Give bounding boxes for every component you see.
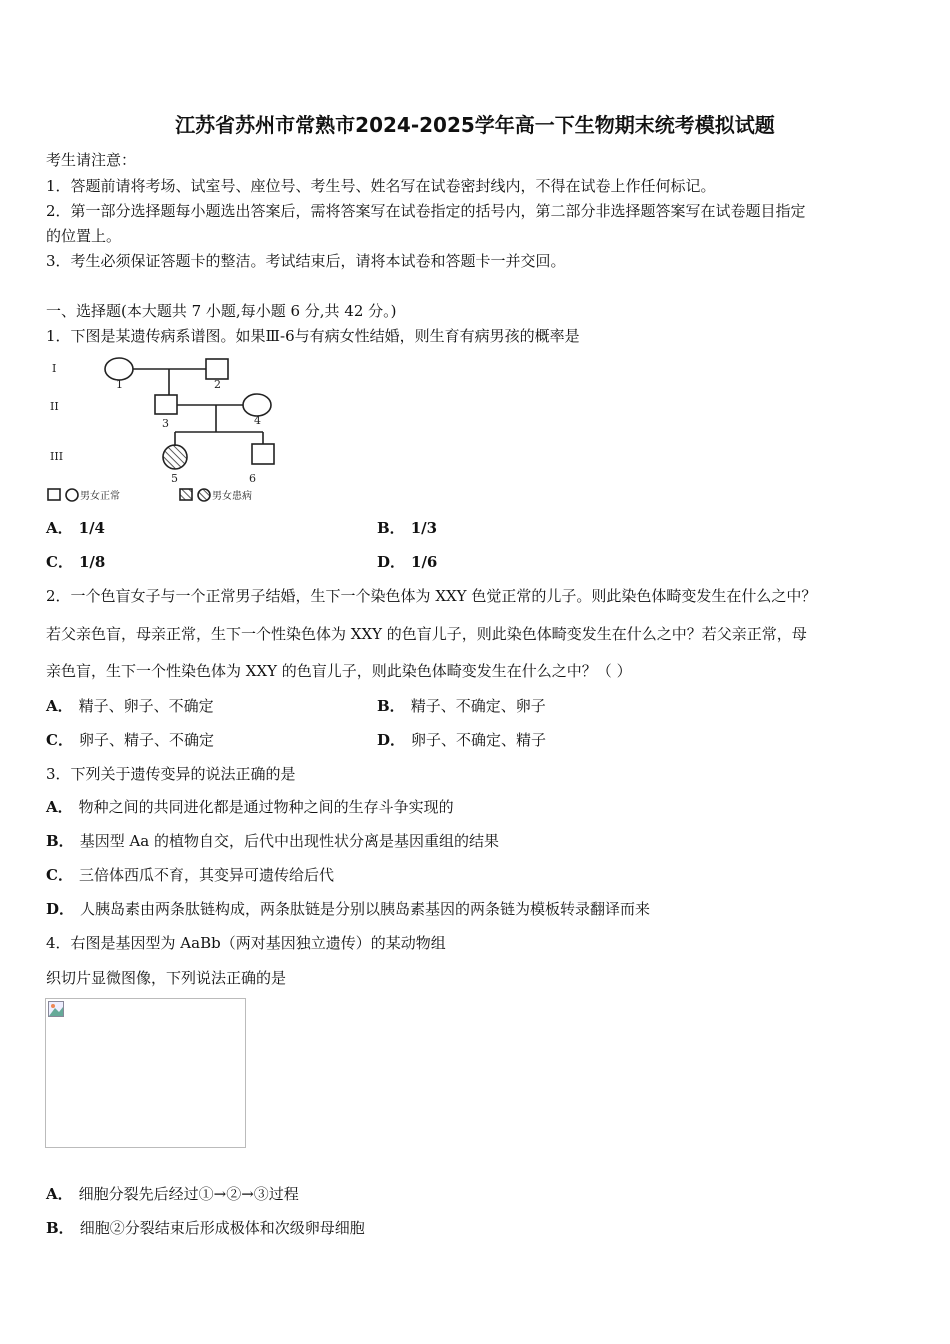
male-normal	[206, 359, 228, 379]
option-key: C．	[46, 731, 73, 749]
pedigree-chart	[44, 352, 304, 507]
option-key: C．	[46, 866, 73, 884]
q4-option-a[interactable]	[46, 1184, 299, 1204]
notice-item: 1．答题前请将考场、试室号、座位号、考生号、姓名写在试卷密封线内，不得在试卷上作任何标记。	[46, 177, 716, 195]
option-text: 卵子、精子、不确定	[78, 731, 214, 749]
option-key: B．	[377, 697, 405, 715]
q1-option-a[interactable]	[46, 518, 111, 538]
option-text: 精子、不确定、卵子	[410, 697, 546, 715]
broken-image-icon	[48, 1001, 64, 1017]
option-key: D．	[46, 900, 75, 918]
gen-label: I	[52, 362, 57, 375]
gen-label: III	[50, 450, 64, 463]
option-text: 基因型 Aa 的植物自交，后代中出现性状分离是基因重组的结果	[79, 832, 500, 850]
option-text: 三倍体西瓜不育，其变异可遗传给后代	[78, 866, 334, 884]
id-label: 5	[171, 472, 178, 485]
option-key: B．	[46, 1219, 74, 1237]
option-key: A．	[46, 798, 73, 816]
q1-option-b[interactable]	[377, 518, 443, 538]
option-key: C．	[46, 553, 73, 571]
option-text: 细胞②分裂结束后形成极体和次级卵母细胞	[79, 1219, 365, 1237]
q1-option-c[interactable]	[46, 552, 111, 572]
q3-option-a[interactable]	[46, 797, 454, 817]
q2-option-d[interactable]	[377, 730, 546, 750]
male-normal	[252, 444, 274, 464]
option-text: 人胰岛素由两条肽链构成，两条肽链是分别以胰岛素基因的两条链为模板转录翻译而来	[80, 900, 651, 918]
option-text: 1/3	[410, 519, 438, 537]
option-key: D．	[377, 553, 406, 571]
option-key: B．	[46, 832, 74, 850]
notice-item: 的位置上。	[46, 227, 122, 245]
option-text: 1/6	[411, 553, 438, 571]
q3-option-c[interactable]	[46, 865, 334, 885]
q1-stem: 1．下图是某遗传病系谱图。如果Ⅲ-6与有病女性结婚，则生育有病男孩的概率是	[46, 327, 580, 345]
page-title: 江苏省苏州市常熟市2024-2025学年高一下生物期末统考模拟试题	[175, 113, 775, 137]
q3-stem: 3．下列关于遗传变异的说法正确的是	[46, 765, 296, 783]
q2-stem: 若父亲色盲，母亲正常，生下一个性染色体为 XXY 的色盲儿子，则此染色体畸变发生在什么之中？若父亲正常，母	[46, 625, 807, 643]
q2-option-a[interactable]	[46, 696, 214, 716]
option-key: A．	[46, 1185, 73, 1203]
option-text: 物种之间的共同进化都是通过物种之间的生存斗争实现的	[78, 798, 454, 816]
option-text: 细胞分裂先后经过①→②→③过程	[78, 1185, 299, 1203]
q4-stem: 织切片显微图像，下列说法正确的是	[46, 969, 287, 987]
female-normal	[105, 358, 133, 380]
id-label: 4	[254, 414, 261, 427]
notice-item: 2．第一部分选择题每小题选出答案后，需将答案写在试卷指定的括号内，第二部分非选择题答案写在试卷题目指定	[46, 202, 806, 220]
option-text: 1/4	[78, 519, 105, 537]
section-heading: 一、选择题(本大题共 7 小题,每小题 6 分,共 42 分。)	[46, 302, 397, 320]
option-key: B．	[377, 519, 405, 537]
option-key: A．	[46, 697, 73, 715]
option-key: A．	[46, 519, 73, 537]
q1-option-d[interactable]	[377, 552, 443, 572]
q3-option-d[interactable]	[46, 899, 650, 919]
female-normal	[243, 394, 271, 416]
male-normal	[155, 395, 177, 414]
option-text: 精子、卵子、不确定	[78, 697, 214, 715]
q2-option-b[interactable]	[377, 696, 546, 716]
q4-stem: 4．右图是基因型为 AaBb（两对基因独立遗传）的某动物组	[46, 934, 446, 952]
q2-stem: 2．一个色盲女子与一个正常男子结婚，生下一个染色体为 XXY 色觉正常的儿子。则此染色体畸变发生在什么之中？	[46, 587, 817, 605]
id-label: 2	[214, 378, 221, 391]
legend-normal: 男女正常	[80, 491, 120, 502]
id-label: 6	[249, 472, 256, 485]
option-text: 1/8	[78, 553, 106, 571]
q2-stem: 亲色盲，生下一个性染色体为 XXY 的色盲儿子，则此染色体畸变发生在什么之中？（ ）	[46, 662, 632, 680]
gen-label: II	[50, 400, 59, 413]
notice-heading: 考生请注意：	[46, 151, 137, 169]
legend-affected: 男女患病	[212, 491, 252, 502]
id-label: 3	[162, 417, 169, 430]
broken-image-placeholder	[45, 998, 246, 1148]
notice-item: 3．考生必须保证答题卡的整洁。考试结束后，请将本试卷和答题卡一并交回。	[46, 252, 566, 270]
female-affected	[163, 445, 187, 469]
option-key: D．	[377, 731, 406, 749]
q4-option-b[interactable]	[46, 1218, 365, 1238]
option-text: 卵子、不确定、精子	[411, 731, 547, 749]
q3-option-b[interactable]	[46, 831, 499, 851]
id-label: 1	[116, 378, 123, 391]
q2-option-c[interactable]	[46, 730, 214, 750]
